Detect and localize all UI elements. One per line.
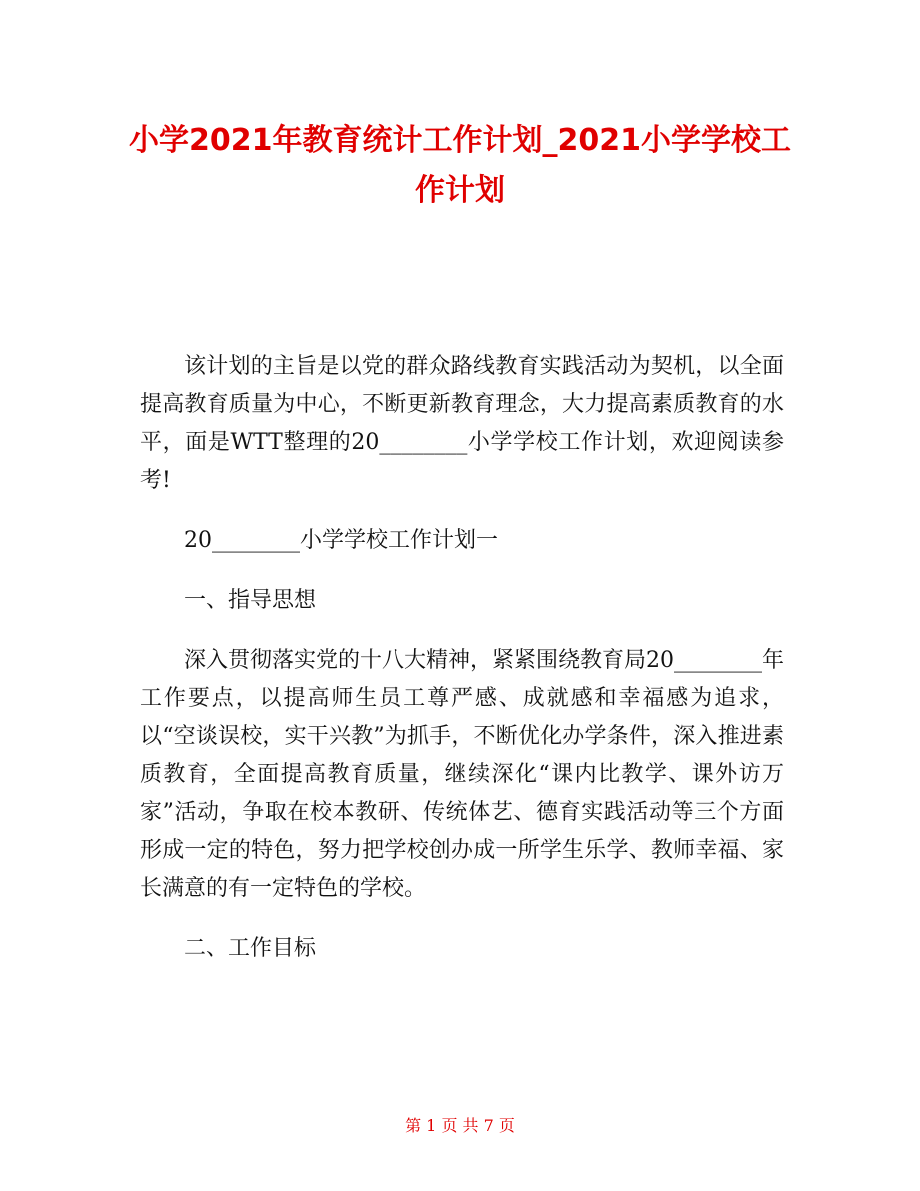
guiding-thought-paragraph: 深入贯彻落实党的十八大精神，紧紧围绕教育局20________年工作要点，以提高师生员工尊严感、成就感和幸福感为追求，以“空谈误校，实干兴教”为抓手，不断优化办学条件，深入推进素质教育，全面提高教育质量，继续深化“课内比教学、课外访万家”活动，争取在校本教研、传统体艺、德育实践活动等三个方面形成一定的特色，努力把学校创办成一所学生乐学、教师幸福、家长满意的有一定特色的学校。 xyxy=(140,648,784,901)
section-heading-guiding-thought: 一、指导思想 xyxy=(184,588,317,613)
document-body xyxy=(140,348,784,990)
section-heading-work-goals: 二、工作目标 xyxy=(184,936,317,961)
document-title: 小学2021年教育统计工作计划_2021小学学校工作计划 xyxy=(129,123,791,208)
section-heading-plan-one: 20________小学学校工作计划一 xyxy=(184,528,498,553)
intro-paragraph: 该计划的主旨是以党的群众路线教育实践活动为契机，以全面提高教育质量为中心，不断更新教育理念，大力提高素质教育的水平，面是WTT整理的20________小学学校工作计划，欢迎阅读参考! xyxy=(140,354,784,493)
page-footer: 第 1 页 共 7 页 xyxy=(405,1116,515,1135)
